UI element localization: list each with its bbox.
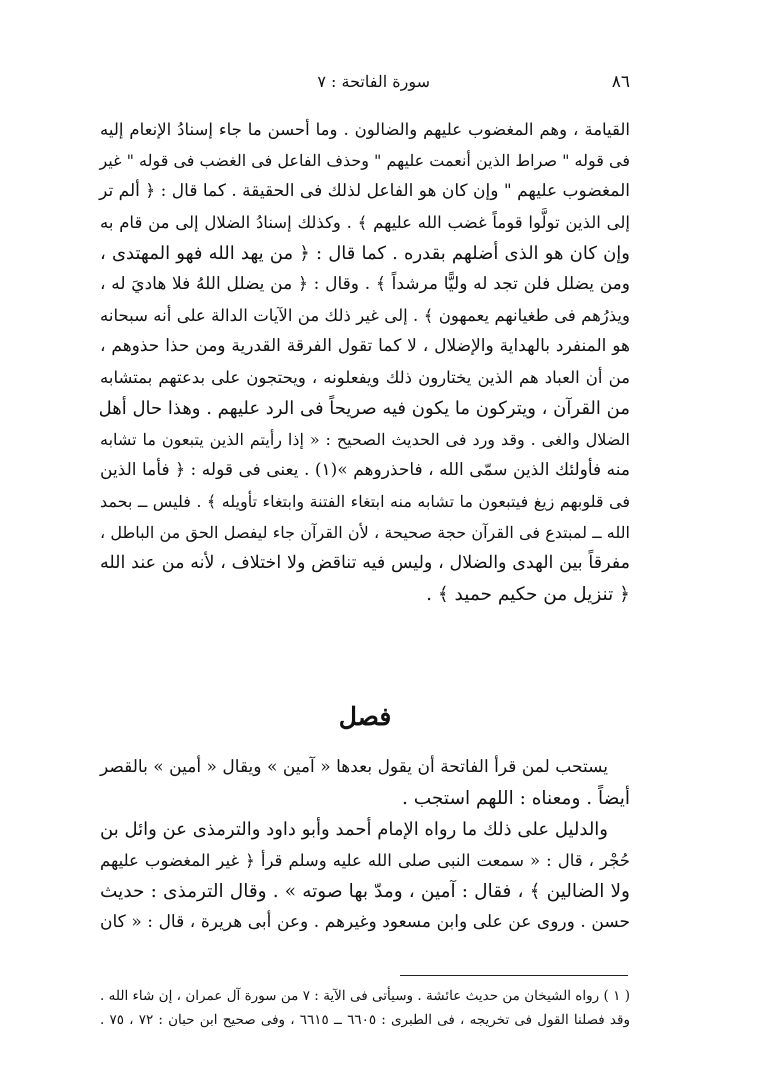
text-line: أيضاً . ومعناه : اللهم استجب . bbox=[402, 788, 630, 809]
text-line: هو المنفرد بالهداية والإضلال ، لا كما تقول الفرقة القدرية ومن حذا حذوهم ، bbox=[100, 336, 630, 356]
text-line: من القرآن ، ويتركون ما يكون فيه صريحاً فى الرد عليهم . وهذا حال أهل bbox=[98, 398, 630, 419]
text-line: مفرقاً بين الهدى والضلال ، وليس فيه تناقض ولا اختلاف ، لأنه من عند الله bbox=[100, 553, 630, 573]
text-line: يستحب لمن قرأ الفاتحة أن يقول بعدها « آمين » ويقال « أمين » بالقصر bbox=[100, 757, 608, 777]
text-line: الضلال والغى . وقد ورد فى الحديث الصحيح : « إذا رأيتم الذين يتبعون ما تشابه bbox=[100, 430, 630, 449]
section-heading: فصل bbox=[338, 702, 392, 731]
text-line: إلى الذين تولَّوا قوماً غضب الله عليهم ﴾ . وكذلك إسنادُ الضلال إلى من قام به bbox=[100, 213, 630, 232]
text-line: فى قوله " صراط الذين أنعمت عليهم " وحذف الفاعل فى الغضب فى قوله " غير bbox=[99, 151, 630, 170]
text-line: منه فأولئك الذين سمّى الله ، فاحذروهم »(١) . يعنى فى قوله : ﴿ فأما الذين bbox=[100, 460, 630, 480]
text-line: حسن . وروى عن على وابن مسعود وغيرهم . وعن أبى هريرة ، قال : « كان bbox=[100, 912, 630, 932]
text-line: من أن العباد هم الذين يختارون ذلك ويفعلونه ، ويحتجون على بدعتهم بمتشابه bbox=[100, 368, 630, 387]
running-title: سورة الفاتحة : ٧ bbox=[317, 72, 430, 91]
page-header bbox=[100, 68, 630, 98]
text-line: وإن كان هو الذى أضلهم بقدره . كما قال : ﴿ من يهد الله فهو المهتدى ، bbox=[100, 243, 630, 264]
text-line: ويذرُهم فى طغيانهم يعمهون ﴾ . إلى غير ذلك من الآيات الدالة على أنه سبحانه bbox=[100, 306, 630, 325]
text-line: الله ــ لمبتدع فى القرآن حجة صحيحة ، لأن القرآن جاء ليفصل الحق من الباطل ، bbox=[100, 523, 630, 542]
page-number: ٨٦ bbox=[611, 72, 630, 92]
text-line: حُجْر ، قال : « سمعت النبى صلى الله عليه وسلم قرأ ﴿ غير المغضوب عليهم bbox=[100, 851, 630, 870]
text-line: ومن يضلل فلن تجد له وليًّا مرشداً ﴾ . وقال : ﴿ من يضلل اللهُ فلا هاديَ له ، bbox=[100, 274, 630, 294]
footnote-divider bbox=[400, 975, 628, 976]
text-line: القيامة ، وهم المغضوب عليهم والضالون . وما أحسن ما جاء إسنادُ الإنعام إليه bbox=[100, 120, 630, 139]
body-section bbox=[100, 752, 630, 938]
text-line: ولا الضالين ﴾ ، فقال : آمين ، ومدّ بها صوته » . وقال الترمذى : حديث bbox=[100, 881, 630, 902]
text-line: المغضوب عليهم " وإن كان هو الفاعل لذلك فى الحقيقة . كما قال : ﴿ ألم تر bbox=[99, 181, 630, 201]
footnotes bbox=[100, 984, 630, 1032]
text-line: ﴿ تنزيل من حكيم حميد ﴾ . bbox=[426, 584, 630, 605]
body-paragraph-1 bbox=[100, 114, 630, 610]
footnote-line: ( ١ ) رواه الشيخان من حديث عائشة . وسيأتى فى الآية : ٧ من سورة آل عمران ، إن شاء الله . bbox=[100, 988, 631, 1004]
text-line: والدليل على ذلك ما رواه الإمام أحمد وأبو داود والترمذى عن وائل بن bbox=[100, 819, 608, 840]
text-line: فى قلوبهم زيغ فيتبعون ما تشابه منه ابتغاء الفتنة وابتغاء تأويله ﴾ . فليس ــ بحمد bbox=[100, 492, 630, 511]
footnote-line: وقد فصلنا القول فى تخريجه ، فى الطبرى : ٦٦٠٥ ــ ٦٦١٥ ، وفى صحيح ابن حبان : ٧٢ ، ٧٥ . bbox=[100, 1012, 630, 1028]
